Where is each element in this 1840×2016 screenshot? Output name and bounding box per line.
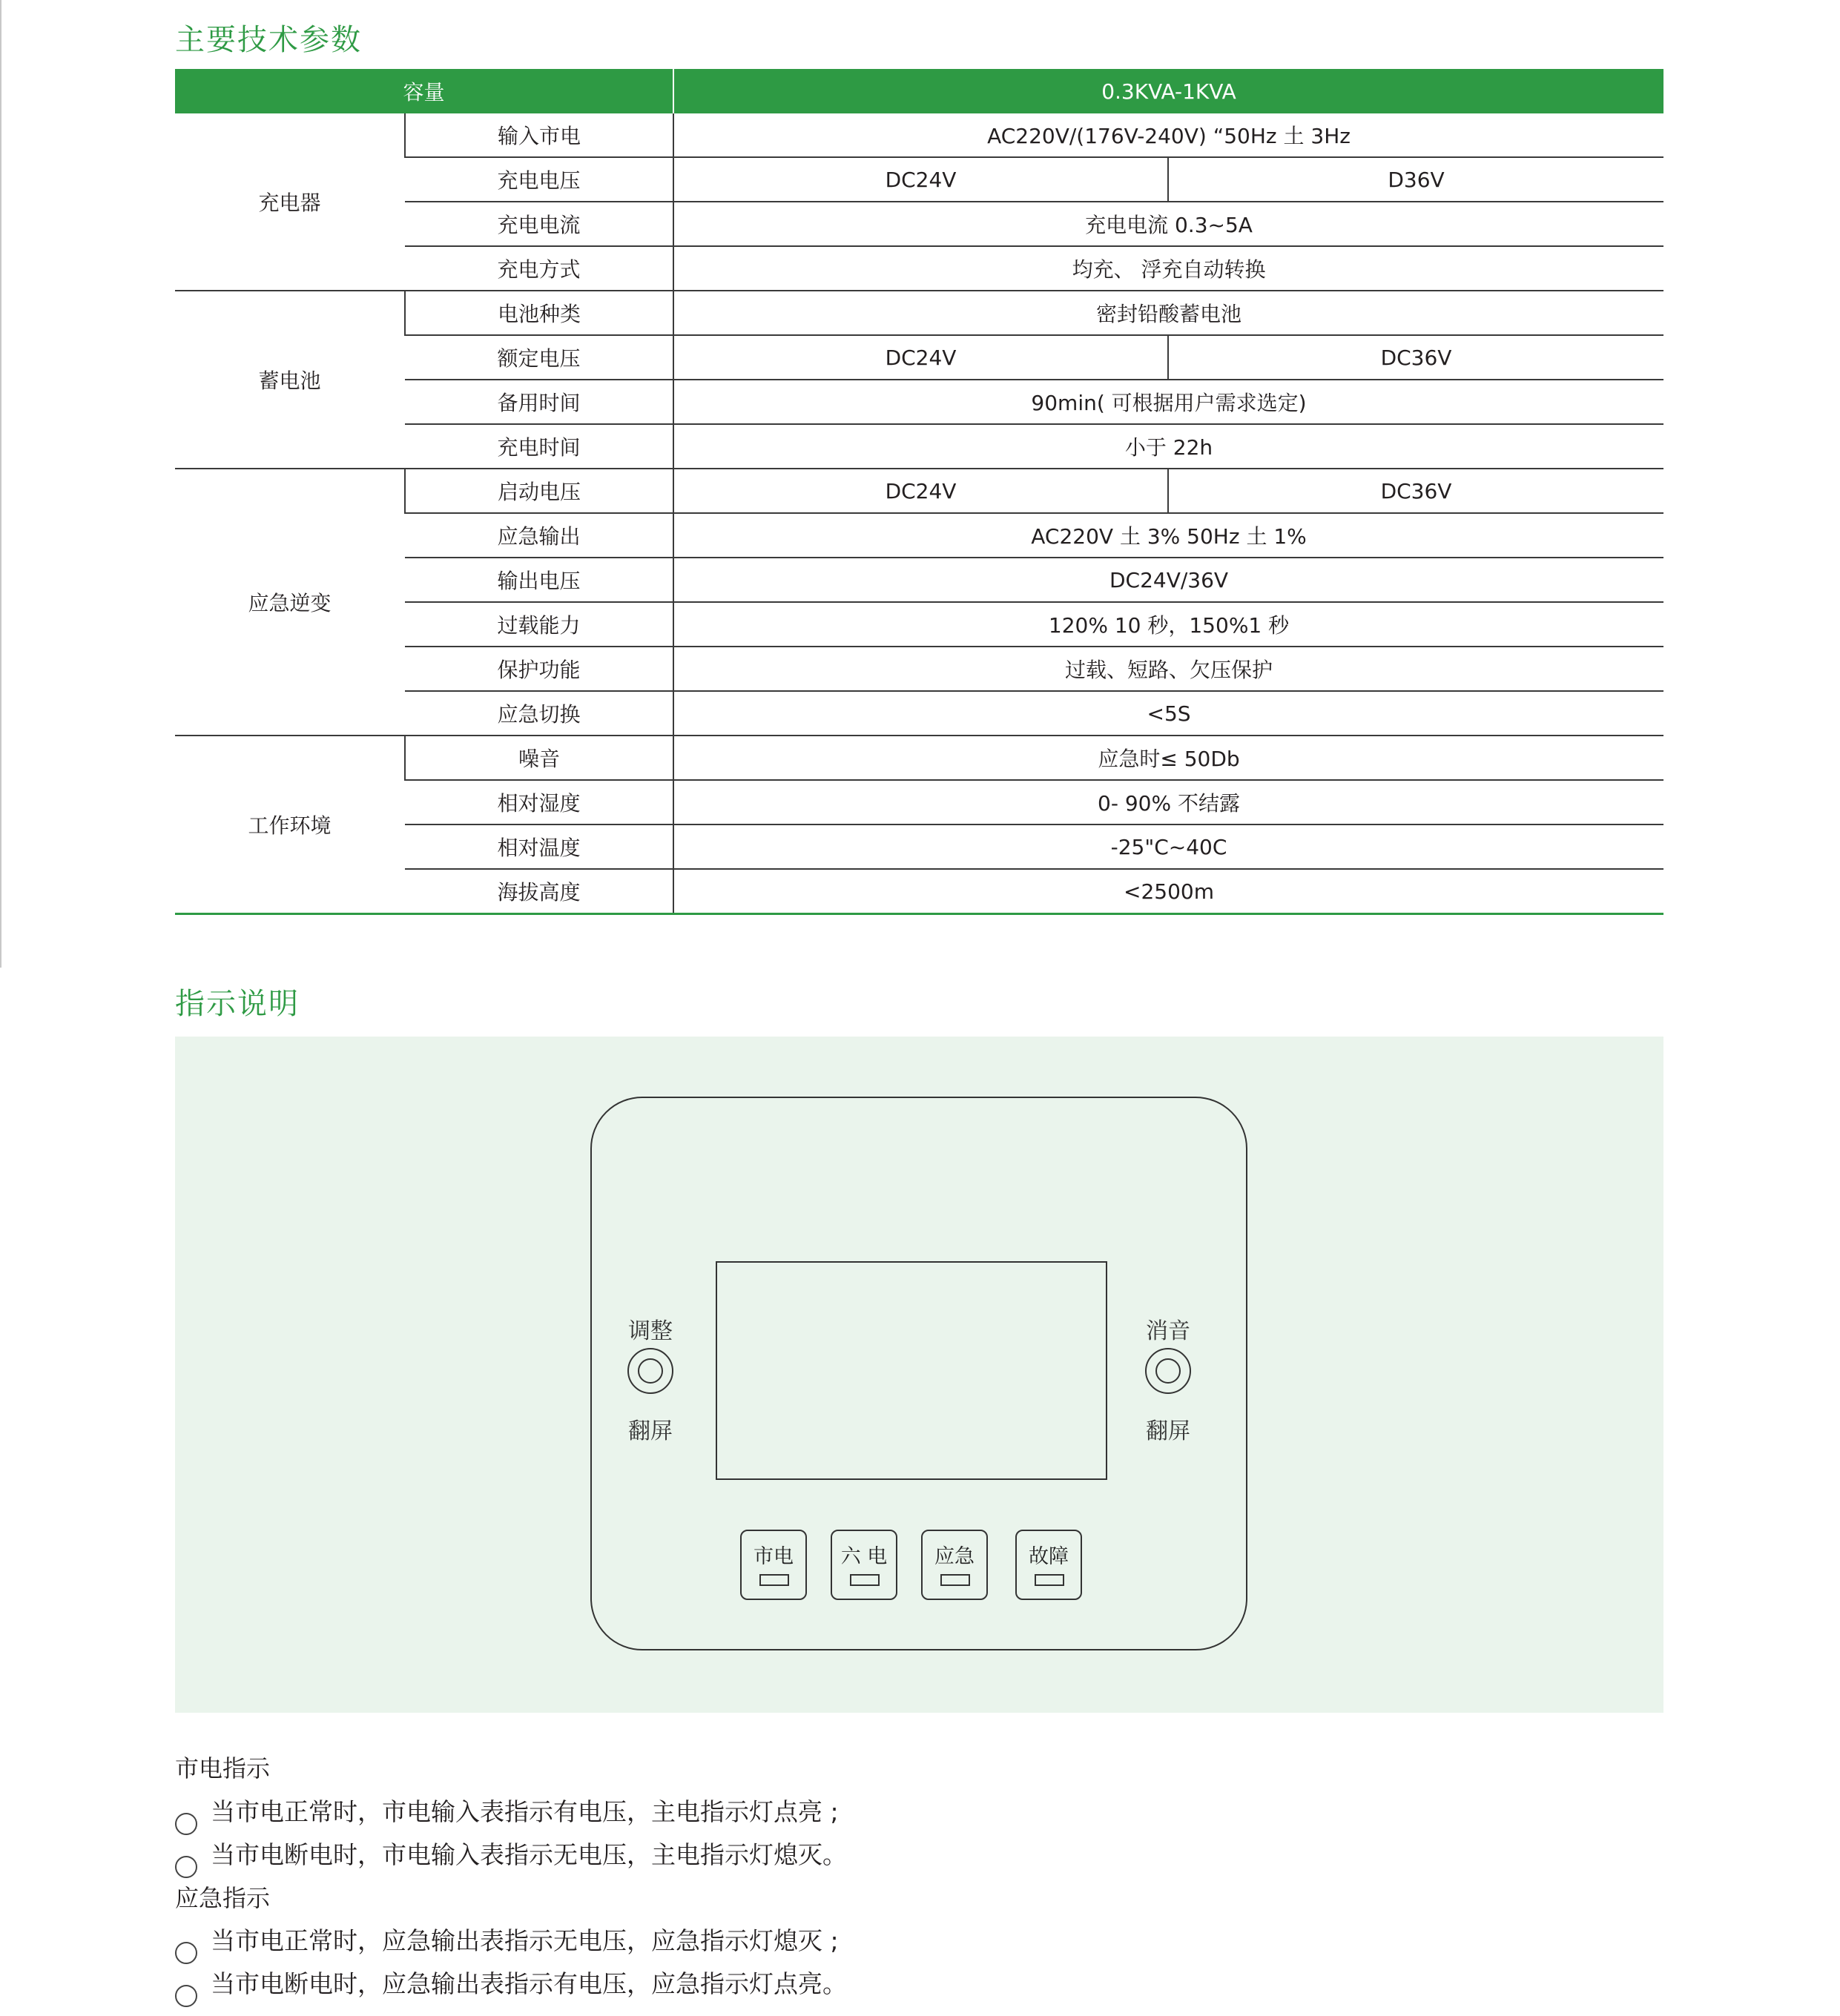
value-cell-36v: DC36V	[1168, 469, 1663, 513]
group-battery: 蓄电池	[175, 291, 405, 469]
value-cell: <5S	[673, 691, 1663, 736]
value-cell: <2500m	[673, 869, 1663, 914]
group-charger: 充电器	[175, 113, 405, 291]
param-cell: 保护功能	[405, 647, 673, 691]
left-knob-icon	[627, 1348, 673, 1394]
param-cell: 电池种类	[405, 291, 673, 335]
left-knob-top-label: 调整	[628, 1318, 673, 1344]
group-inverter: 应急逆变	[175, 469, 405, 736]
param-cell: 输入市电	[405, 113, 673, 157]
indicator-title: 指示说明	[175, 987, 300, 1021]
indicator-label: 应急	[934, 1545, 975, 1568]
value-cell: 90min( 可根据用户需求选定)	[673, 380, 1663, 424]
group-environment: 工作环境	[175, 736, 405, 914]
param-cell: 充电方式	[405, 246, 673, 291]
right-knob-top-label: 消音	[1146, 1318, 1190, 1344]
value-cell: 过载、短路、欠压保护	[673, 647, 1663, 691]
table-row	[175, 291, 1663, 335]
fault-indicator	[1015, 1530, 1082, 1600]
indicator-led-icon	[759, 1574, 789, 1586]
emergency-indicator	[921, 1530, 988, 1600]
battery-indicator	[831, 1530, 897, 1600]
param-cell: 额定电压	[405, 335, 673, 380]
param-cell: 应急切换	[405, 691, 673, 736]
note-text: 当市电正常时，市电输入表指示有电压，主电指示灯点亮 ;	[211, 1797, 839, 1826]
value-cell-36v: DC36V	[1168, 335, 1663, 380]
param-cell: 相对温度	[405, 824, 673, 869]
table-header-row	[175, 69, 1663, 113]
value-cell: 密封铅酸蓄电池	[673, 291, 1663, 335]
value-cell-24v: DC24V	[673, 335, 1168, 380]
table-row	[175, 113, 1663, 157]
param-cell: 充电时间	[405, 424, 673, 469]
specs-title: 主要技术参数	[175, 23, 362, 57]
emergency-note-line	[175, 1965, 847, 2000]
indicator-led-icon	[1035, 1574, 1064, 1586]
value-cell: 应急时≤ 50Db	[673, 736, 1663, 780]
radio-bullet-icon	[175, 1985, 197, 2007]
mains-note-line	[175, 1836, 847, 1871]
indicator-label: 六 电	[840, 1545, 888, 1568]
param-cell: 相对湿度	[405, 780, 673, 824]
value-cell: 0- 90% 不结露	[673, 780, 1663, 824]
radio-bullet-icon	[175, 1813, 197, 1835]
value-cell: AC220V/(176V-240V) “50Hz 土 3Hz	[673, 113, 1663, 157]
value-cell: -25"C~40C	[673, 824, 1663, 869]
capacity-label: 容量	[175, 69, 673, 113]
left-knob-bottom-label: 翻屏	[628, 1418, 673, 1444]
param-cell: 充电电压	[405, 157, 673, 202]
value-cell: 均充、 浮充自动转换	[673, 246, 1663, 291]
emergency-note-line	[175, 1922, 839, 1957]
indicator-label: 故障	[1029, 1545, 1069, 1568]
value-cell-36v: D36V	[1168, 157, 1663, 202]
indicator-label: 市电	[754, 1545, 794, 1568]
param-cell: 充电电流	[405, 202, 673, 246]
value-cell: DC24V/36V	[673, 558, 1663, 602]
table-row	[175, 736, 1663, 780]
indicator-led-icon	[850, 1574, 880, 1586]
left-edge-rule	[0, 0, 1, 968]
note-text: 当市电正常时，应急输出表指示无电压，应急指示灯熄灭 ;	[211, 1926, 839, 1955]
mains-note-title: 市电指示	[175, 1754, 271, 1782]
emergency-note-title: 应急指示	[175, 1884, 271, 1912]
value-cell: 充电电流 0.3~5A	[673, 202, 1663, 246]
right-knob-bottom-label: 翻屏	[1146, 1418, 1190, 1444]
mains-indicator	[740, 1530, 807, 1600]
radio-bullet-icon	[175, 1856, 197, 1878]
spec-table	[175, 69, 1663, 915]
param-cell: 输出电压	[405, 558, 673, 602]
indicator-led-icon	[940, 1574, 970, 1586]
table-row	[175, 469, 1663, 513]
note-text: 当市电断电时，市电输入表指示无电压，主电指示灯熄灭。	[211, 1840, 847, 1869]
capacity-value: 0.3KVA-1KVA	[673, 69, 1663, 113]
param-cell: 备用时间	[405, 380, 673, 424]
radio-bullet-icon	[175, 1942, 197, 1964]
value-cell: 小于 22h	[673, 424, 1663, 469]
mains-note-line	[175, 1793, 839, 1828]
value-cell-24v: DC24V	[673, 469, 1168, 513]
value-cell-24v: DC24V	[673, 157, 1168, 202]
param-cell: 噪音	[405, 736, 673, 780]
display-screen	[716, 1261, 1107, 1480]
note-text: 当市电断电时，应急输出表指示有电压，应急指示灯点亮。	[211, 1969, 847, 1998]
param-cell: 启动电压	[405, 469, 673, 513]
param-cell: 海拔高度	[405, 869, 673, 914]
param-cell: 过载能力	[405, 602, 673, 647]
right-knob-icon	[1145, 1348, 1191, 1394]
value-cell: AC220V 土 3% 50Hz 土 1%	[673, 513, 1663, 558]
value-cell: 120% 10 秒，150%1 秒	[673, 602, 1663, 647]
param-cell: 应急输出	[405, 513, 673, 558]
